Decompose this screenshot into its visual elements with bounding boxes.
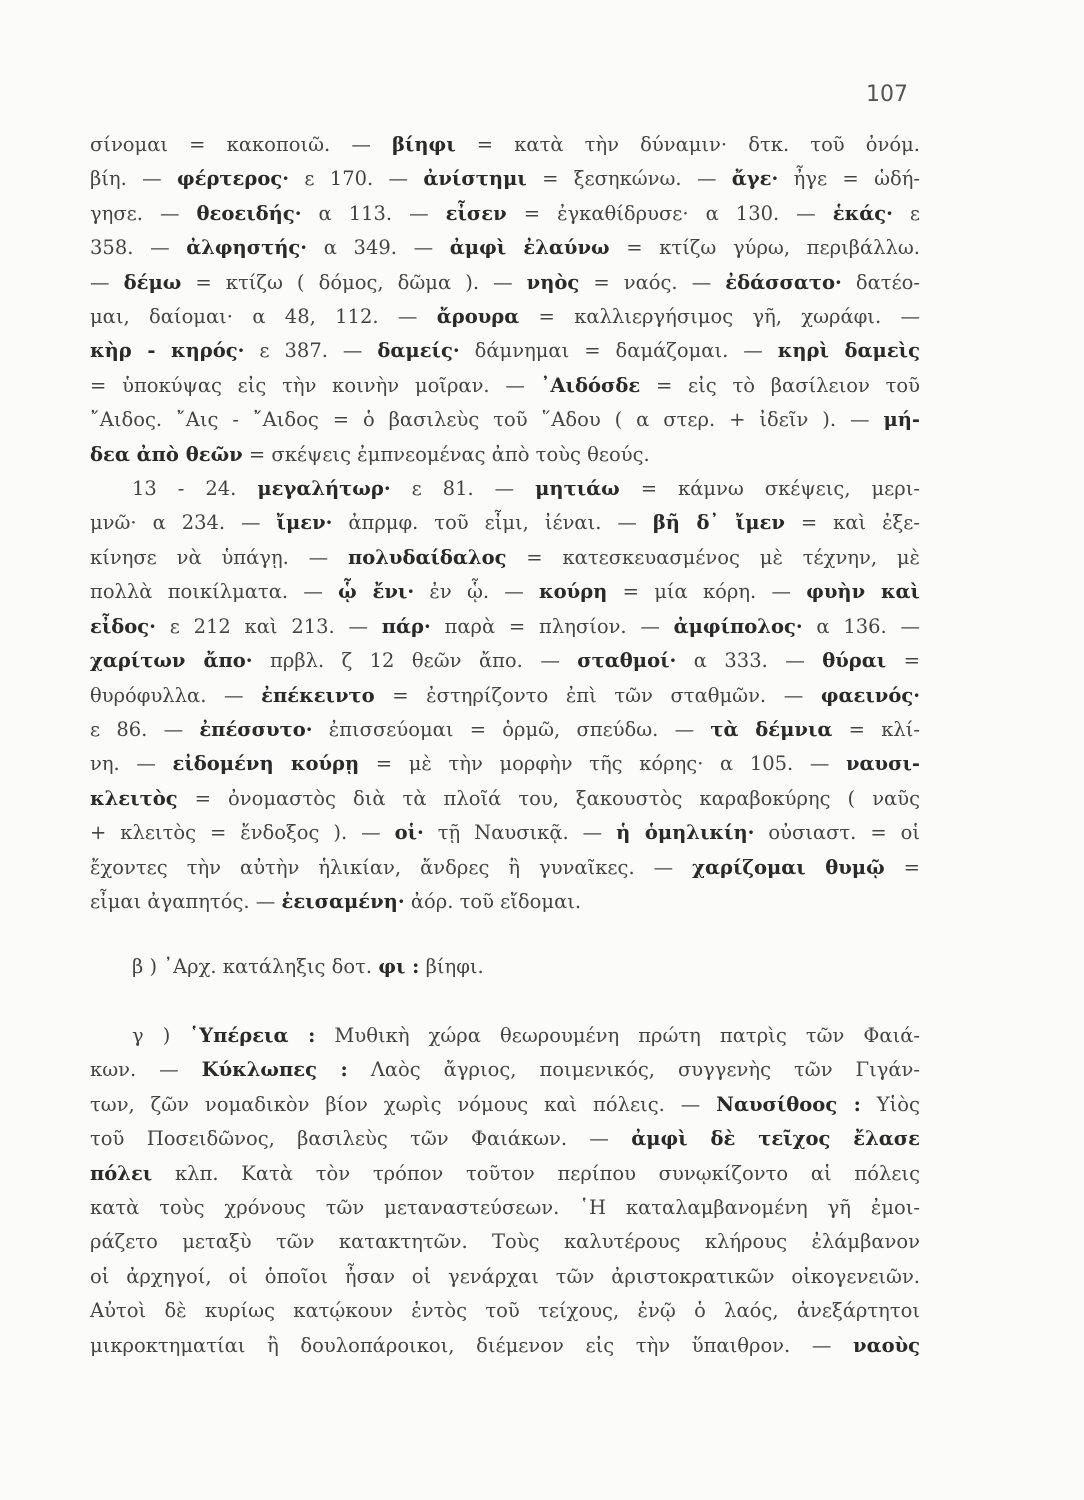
- line-text: = καλλιεργήσιμος γῆ, χωράφι. —: [519, 305, 920, 329]
- text-line: [90, 816, 920, 850]
- text-line: [90, 438, 920, 472]
- line-text: εἶμαι ἀγαπητός. —: [90, 889, 282, 913]
- headword: ἑκάς·: [832, 201, 893, 225]
- headword: ἐπέσσυτο·: [199, 717, 313, 741]
- line-text: κων. —: [90, 1058, 202, 1082]
- line-text: 13 - 24.: [132, 477, 258, 501]
- text-line: [90, 162, 920, 196]
- text-line: [90, 369, 920, 403]
- line-text: τοῦ Ποσειδῶνος, βασιλεὺς τῶν Φαιάκων. —: [90, 1127, 632, 1151]
- headword: ναοὺς: [853, 1333, 920, 1357]
- text-line: [90, 782, 920, 816]
- line-text: οὐσιαστ. = οἱ: [754, 821, 920, 845]
- text-line: [90, 506, 920, 540]
- headword: ᾧ ἔνι·: [338, 580, 415, 604]
- line-text: κατὰ τοὺς χρόνους τῶν μεταναστεύσεων. ῾Η καταλαμβανομένη γῆ ἐμοι-: [90, 1196, 920, 1220]
- line-text: = κατεσκευασμένος μὲ τέχνην, μὲ: [506, 545, 920, 569]
- headword: μεγαλήτωρ·: [257, 477, 391, 501]
- text-line: [90, 1122, 920, 1156]
- text-line: [90, 851, 920, 885]
- headword: νηὸς: [526, 270, 580, 294]
- headword: ἄρουρα: [436, 305, 520, 329]
- headword: θεοειδής·: [196, 201, 302, 225]
- headword: δέμω: [123, 270, 182, 294]
- text-line: [90, 885, 920, 919]
- line-text: = κτίζω γύρω, περιβάλλω.: [609, 236, 920, 260]
- text-line: [90, 472, 920, 506]
- headword: εἰδομένη κούρῃ: [172, 752, 360, 776]
- headword: πάρ·: [381, 614, 431, 638]
- headword: ἀμφὶ δὲ τεῖχος ἔλασε: [631, 1127, 920, 1151]
- note-beta-paragraph: [90, 950, 920, 984]
- line-text: Υἱὸς: [860, 1092, 920, 1116]
- line-text: δάμνημαι = δαμάζομαι. —: [459, 339, 778, 363]
- line-text: ε 387. —: [244, 339, 378, 363]
- headword: δαμείς·: [377, 339, 460, 363]
- line-text: =: [884, 855, 920, 879]
- line-text: σίνομαι = κακοποιῶ. —: [90, 133, 392, 156]
- line-text: = κάμνω σκέψεις, μερι-: [619, 477, 920, 501]
- headword: οἱ·: [394, 821, 424, 845]
- headword: ἐπέκειντο: [261, 683, 375, 707]
- line-text: βίη. —: [90, 167, 177, 191]
- text-line: [90, 1225, 920, 1259]
- line-text: + κλειτὸς = ἔνδοξος ). —: [90, 821, 395, 845]
- line-text: = μία κόρη. —: [607, 580, 807, 604]
- text-line: [90, 1191, 920, 1225]
- headword: Ναυσίθοος :: [716, 1092, 861, 1116]
- line-text: = κατὰ τὴν δύναμιν· δτκ. τοῦ ὀνόμ.: [455, 133, 920, 156]
- line-text: οἱ ἀρχηγοί, οἱ ὁποῖοι ἦσαν οἱ γενάρχαι τῶν ἀριστοκρατικῶν οἰκογενειῶν.: [90, 1264, 920, 1288]
- text-line: [90, 610, 920, 644]
- line-text: ἦγε = ὡδή-: [778, 167, 920, 191]
- line-text: κλπ. Κατὰ τὸν τρόπον τοῦτον περίπου συνῳκίζοντο αἱ πόλεις: [152, 1161, 920, 1185]
- headword: μή-: [883, 408, 920, 432]
- headword: κηρὶ δαμεὶς: [777, 339, 920, 363]
- text-line: [90, 231, 920, 265]
- line-text: βίηφι.: [419, 955, 484, 978]
- headword: τὰ δέμνια: [710, 717, 833, 741]
- headword: κούρη: [539, 580, 608, 604]
- line-text: = ναός. —: [579, 270, 726, 294]
- headword: θύραι: [822, 649, 887, 673]
- text-line: [90, 950, 920, 984]
- headword: ἐδάσσατο·: [725, 270, 842, 294]
- line-text: κίνησε νὰ ὑπάγῃ. —: [90, 545, 348, 569]
- line-text: = ὑποκύψας εἰς τὴν κοινὴν μοῖραν. —: [90, 373, 541, 397]
- headword: σταθμοί·: [577, 649, 677, 673]
- line-text: = μὲ τὴν μορφὴν τῆς κόρης· α 105. —: [359, 752, 846, 776]
- line-text: παρὰ = πλησίον. —: [430, 614, 674, 638]
- headword: χαρίζομαι θυμῷ: [692, 855, 885, 879]
- headword: ἄγε·: [731, 167, 779, 191]
- text-line: [90, 1019, 920, 1053]
- line-text: ε 170. —: [289, 167, 424, 191]
- glossary-paragraph: [90, 128, 920, 919]
- line-text: θυρόφυλλα. —: [90, 683, 262, 707]
- line-text: —: [90, 270, 124, 294]
- line-text: = ξεσηκώνω. —: [526, 167, 732, 191]
- line-text: β ) ᾿Αρχ. κατάληξις δοτ.: [132, 955, 379, 978]
- line-text: = εἰς τὸ βασίλειον τοῦ: [640, 373, 920, 397]
- line-text: ἀόρ. τοῦ εἴδομαι.: [404, 889, 582, 913]
- headword: πόλει: [90, 1161, 153, 1185]
- line-text: ἀπρμφ. τοῦ εἶμι, ἰέναι. —: [332, 511, 653, 535]
- line-text: ῎Αιδος. ῎Αις - ῎Αιδος = ὁ βασιλεὺς τοῦ ῞Αδου ( α στερ. + ἰδεῖν ). —: [90, 408, 884, 432]
- headword: φαεινός·: [820, 683, 920, 707]
- text-line: [90, 1053, 920, 1087]
- headword: ἀνίστημι: [423, 167, 527, 191]
- line-text: μνῶ· α 234. —: [90, 511, 277, 535]
- text-line: [90, 266, 920, 300]
- line-text: = κλί-: [832, 717, 920, 741]
- text-line: [90, 300, 920, 334]
- line-text: = κτίζω ( δόμος, δῶμα ). —: [181, 270, 527, 294]
- line-text: ἐν ᾧ. —: [414, 580, 540, 604]
- page-number: 107: [866, 82, 908, 107]
- text-line: [90, 1157, 920, 1191]
- headword: χαρίτων ἄπο·: [90, 649, 253, 673]
- line-text: Αὐτοὶ δὲ κυρίως κατῴκουν ἐντὸς τοῦ τείχους, ἐνῷ ὁ λαός, ἀνεξάρτητοι: [90, 1299, 920, 1323]
- line-text: δατέο-: [841, 270, 921, 294]
- line-text: των, ζῶν νομαδικὸν βίον χωρὶς νόμους καὶ πόλεις. —: [90, 1092, 717, 1116]
- line-text: ε 212 καὶ 213. —: [155, 614, 382, 638]
- line-text: ράζετο μεταξὺ τῶν κατακτητῶν. Τοὺς καλυτέρους κλήρους ἐλάμβανον: [90, 1230, 920, 1254]
- headword: ἀμφίπολος·: [673, 614, 803, 638]
- headword: φυὴν καὶ: [806, 580, 920, 604]
- line-text: = ὀνομαστὸς διὰ τὰ πλοῖά του, ξακουστὸς καραβοκύρης ( ναῦς: [177, 786, 920, 810]
- line-text: =: [886, 649, 920, 673]
- headword: εἶδος·: [90, 614, 156, 638]
- line-text: ἐπισσεύομαι = ὁρμῶ, σπεύδω. —: [312, 717, 711, 741]
- headword: δεα ἀπὸ θεῶν: [90, 442, 243, 466]
- line-text: γησε. —: [90, 201, 197, 225]
- headword: βῆ δ᾿ ἴμεν: [652, 511, 785, 535]
- headword: ἡ ὁμηλικίη·: [616, 821, 755, 845]
- headword: ἀμφὶ ἐλαύνω: [449, 236, 610, 260]
- text-line: [90, 747, 920, 781]
- headword: φέρτερος·: [176, 167, 290, 191]
- text-line: [90, 1260, 920, 1294]
- text-line: [90, 1088, 920, 1122]
- text-line: [90, 403, 920, 437]
- text-line: [90, 541, 920, 575]
- line-text: ε 86. —: [90, 717, 200, 741]
- headword: Κύκλωπες :: [201, 1058, 348, 1082]
- line-text: α 113. —: [301, 201, 446, 225]
- text-line: [90, 1329, 920, 1363]
- text-line: [90, 713, 920, 747]
- note-gamma-paragraph: [90, 1019, 920, 1363]
- headword: ἴμεν·: [276, 511, 333, 535]
- text-line: [90, 197, 920, 231]
- line-text: πολλὰ ποικίλματα. —: [90, 580, 339, 604]
- line-text: = σκέψεις ἐμπνεομένας ἀπὸ τοὺς θεούς.: [242, 442, 650, 466]
- line-text: 358. —: [90, 236, 187, 260]
- line-text: τῇ Ναυσικᾷ. —: [423, 821, 617, 845]
- text-line: [90, 644, 920, 678]
- line-text: ἔχοντες τὴν αὐτὴν ἡλικίαν, ἄνδρες ἢ γυναῖκες. —: [90, 855, 693, 879]
- line-text: γ ): [132, 1024, 190, 1047]
- line-text: μαι, δαίομαι· α 48, 112. —: [90, 305, 437, 329]
- headword: ναυσι-: [846, 752, 920, 776]
- text-line: [90, 679, 920, 713]
- line-text: α 136. —: [802, 614, 920, 638]
- line-text: πρβλ. ζ 12 θεῶν ἄπο. —: [252, 649, 578, 673]
- text-line: [90, 128, 920, 162]
- line-text: Λαὸς ἄγριος, ποιμενικός, συγγενὴς τῶν Γιγάν-: [347, 1058, 920, 1082]
- line-text: μικροκτηματίαι ἢ δουλοπάροικοι, διέμενον εἰς τὴν ὕπαιθρον. —: [90, 1333, 854, 1357]
- text-line: [90, 575, 920, 609]
- headword: ἀλφηστής·: [186, 236, 308, 260]
- line-text: = ἐστηρίζοντο ἐπὶ τῶν σταθμῶν. —: [374, 683, 821, 707]
- text-line: [90, 334, 920, 368]
- headword: ἐεισαμένη·: [281, 889, 405, 913]
- text-line: [90, 1294, 920, 1328]
- headword: φι :: [378, 955, 420, 978]
- line-text: Μυθικὴ χώρα θεωρουμένη πρώτη πατρὶς τῶν Φαιά-: [315, 1024, 920, 1047]
- headword: μητιάω: [535, 477, 620, 501]
- headword: κὴρ - κηρός·: [90, 339, 245, 363]
- headword: ῾Υπέρεια :: [189, 1024, 316, 1047]
- line-text: = καὶ ἐξε-: [784, 511, 920, 535]
- headword: εἶσεν: [445, 201, 507, 225]
- headword: πολυδαίδαλος: [347, 545, 507, 569]
- headword: ᾿Αιδόσδε: [540, 373, 641, 397]
- line-text: ε 81. —: [390, 477, 536, 501]
- line-text: α 333. —: [676, 649, 823, 673]
- line-text: = ἐγκαθίδρυσε· α 130. —: [506, 201, 833, 225]
- line-text: α 349. —: [307, 236, 450, 260]
- line-text: ε: [892, 201, 920, 225]
- line-text: νη. —: [90, 752, 173, 776]
- headword: βίηφι: [391, 133, 456, 156]
- headword: κλειτὸς: [90, 786, 178, 810]
